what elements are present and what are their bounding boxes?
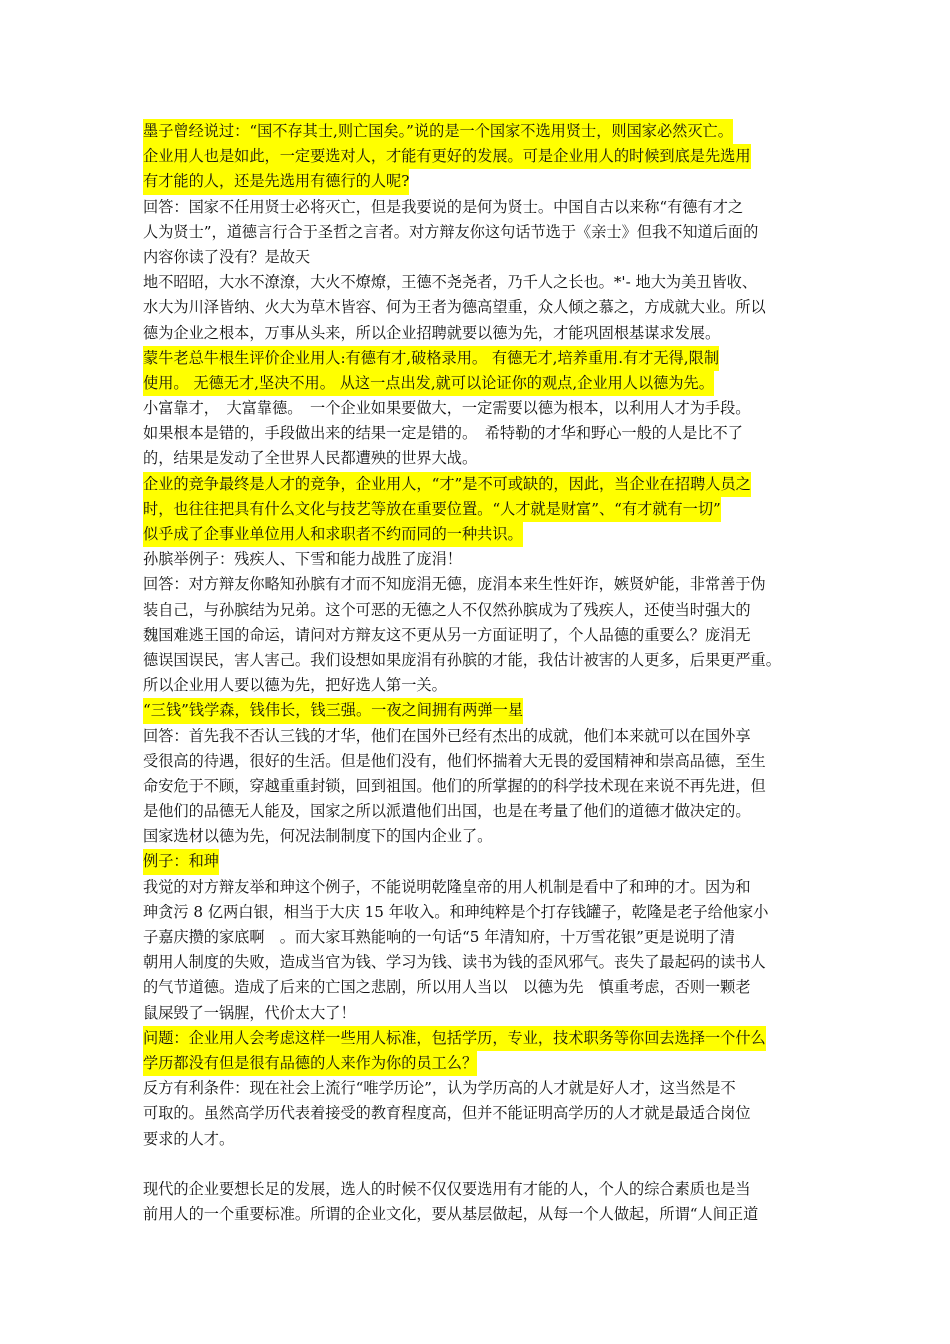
text-line	[143, 270, 811, 295]
text-line	[143, 396, 811, 421]
highlighted-text-line	[143, 522, 811, 547]
line-text: 可取的。虽然高学历代表着接受的教育程度高，但并不能证明高学历的人才就是最适合岗位	[143, 1104, 751, 1123]
line-text: 墨子曾经说过：“国不存其士,则亡国矣。”说的是一个国家不选用贤士，则国家必然灭亡。	[143, 119, 733, 144]
highlighted-text-line	[143, 169, 811, 194]
line-text: 地不昭昭，大水不潦潦，大火不燎燎，王德不尧尧者，乃千人之长也。*'- 地大为美丑皆收、	[143, 273, 758, 292]
line-text: 内容你读了没有？是故天	[143, 247, 311, 266]
text-line	[143, 623, 811, 648]
text-line	[143, 673, 811, 698]
line-text: 德为企业之根本，万事从头来，所以企业招聘就要以德为先，才能巩固根基谋求发展。	[143, 323, 721, 342]
text-line	[143, 421, 811, 446]
line-text: 孙膑举例子：残疾人、下雪和能力战胜了庞涓！	[143, 550, 462, 569]
line-text: 回答：对方辩友你略知孙膑有才而不知庞涓无德，庞涓本来生性奸诈，嫉贤妒能，非常善于伪	[143, 575, 766, 594]
highlighted-text-line	[143, 371, 811, 396]
highlighted-text-line	[143, 119, 811, 144]
line-text: 是他们的品德无人能及，国家之所以派遣他们出国，也是在考量了他们的道德才做决定的。	[143, 802, 751, 821]
text-line	[143, 446, 811, 471]
text-line	[143, 950, 811, 975]
line-text: 受很高的待遇，很好的生活。但是他们没有，他们怀揣着大无畏的爱国精神和崇高品德，至生	[143, 751, 766, 770]
text-line	[143, 1127, 811, 1152]
line-text: 的气节道德。造成了后来的亡国之悲剧，所以用人当以 以德为先 慎重考虑，否则一颗老	[143, 978, 751, 997]
text-line	[143, 1001, 811, 1026]
line-text: 回答：首先我不否认三钱的才华，他们在国外已经有杰出的成就，他们本来就可以在国外享	[143, 726, 751, 745]
highlighted-text-line	[143, 849, 811, 874]
line-text: 子嘉庆攒的家底啊 。而大家耳熟能响的一句话“5 年清知府，十万雪花银”更是说明了清	[143, 928, 735, 946]
line-text: 命安危于不顾，穿越重重封锁，回到祖国。他们的所掌握的的科学技术现在来说不再先进，但	[143, 776, 766, 795]
text-line	[143, 724, 811, 749]
highlighted-text-line	[143, 346, 811, 371]
text-line	[143, 1076, 811, 1101]
line-text: 前用人的一个重要标准。所谓的企业文化，要从基层做起，从每一个人做起，所谓“人间正道	[143, 1205, 759, 1224]
line-text: 小富靠才， 大富靠德。 一个企业如果要做大，一定需要以德为根本，以利用人才为手段。	[143, 399, 751, 418]
line-text: 学历都没有但是很有品德的人来作为你的员工么？	[143, 1051, 477, 1076]
line-text: “三钱”钱学森，钱伟长，钱三强。一夜之间拥有两弹一星	[143, 698, 523, 723]
text-line	[143, 1101, 811, 1126]
line-text: 所以企业用人要以德为先，把好选人第一关。	[143, 676, 447, 695]
text-line	[143, 295, 811, 320]
text-line	[143, 925, 811, 950]
text-line	[143, 598, 811, 623]
text-line	[143, 1202, 811, 1227]
line-text: 珅贪污 8 亿两白银，相当于大庆 15 年收入。和珅纯粹是个打存钱罐子，乾隆是老子给他家小	[143, 902, 769, 921]
line-text: 例子：和珅	[143, 849, 219, 874]
line-text: 企业的竞争最终是人才的竞争，企业用人，“才”是不可或缺的，因此，当企业在招聘人员之	[143, 472, 751, 497]
line-text: 国家选材以德为先，何况法制制度下的国内企业了。	[143, 827, 493, 846]
line-text: 装自己，与孙膑结为兄弟。这个可恶的无德之人不仅然孙膑成为了残疾人，还使当时强大的	[143, 600, 751, 619]
text-line	[143, 648, 811, 673]
line-text: 魏国难逃王国的命运，请问对方辩友这不更从另一方面证明了，个人品德的重要么？庞涓无	[143, 625, 751, 644]
highlighted-text-line	[143, 144, 811, 169]
line-text: 现代的企业要想长足的发展，选人的时候不仅仅要选用有才能的人，个人的综合素质也是当	[143, 1179, 751, 1198]
line-text: 的，结果是发动了全世界人民都遭殃的世界大战。	[143, 449, 478, 468]
line-text: 我觉的对方辩友举和珅这个例子，不能说明乾隆皇帝的用人机制是看中了和珅的才。因为和	[143, 877, 751, 896]
document-body	[143, 119, 811, 1227]
line-text: 回答：国家不任用贤士必将灭亡，但是我要说的是何为贤士。中国自古以来称“有德有才之	[143, 197, 744, 216]
line-text: 如果根本是错的，手段做出来的结果一定是错的。 希特勒的才华和野心一般的人是比不了	[143, 424, 743, 443]
text-line	[143, 547, 811, 572]
line-text: 有才能的人，还是先选用有德行的人呢?	[143, 169, 409, 194]
text-line	[143, 774, 811, 799]
text-line	[143, 824, 811, 849]
line-text: 朝用人制度的失败，造成当官为钱、学习为钱、读书为钱的歪风邪气。丧失了最起码的读书人	[143, 953, 766, 972]
highlighted-text-line	[143, 472, 811, 497]
highlighted-text-line	[143, 1026, 811, 1051]
line-text: 时，也往往把具有什么文化与技艺等放在重要位置。“人才就是财富”、“有才就有一切”	[143, 497, 721, 522]
highlighted-text-line	[143, 1051, 811, 1076]
text-line	[143, 1177, 811, 1202]
text-line	[143, 572, 811, 597]
line-text: 使用。 无德无才,坚决不用。 从这一点出发,就可以论证你的观点,企业用人以德为先。	[143, 371, 714, 396]
highlighted-text-line	[143, 497, 811, 522]
line-text: 人为贤士”，道德言行合于圣哲之言者。对方辩友你这句话节选于《亲士》但我不知道后面的	[143, 222, 759, 241]
text-line	[143, 321, 811, 346]
text-line	[143, 900, 811, 925]
text-line	[143, 875, 811, 900]
line-text: 企业用人也是如此，一定要选对人，才能有更好的发展。可是企业用人的时候到底是先选用	[143, 144, 751, 169]
text-line	[143, 195, 811, 220]
text-line	[143, 245, 811, 270]
line-text: 蒙牛老总牛根生评价企业用人:有德有才,破格录用。 有德无才,培养重用.有才无得,限制	[143, 346, 719, 371]
line-text: 问题：企业用人会考虑这样一些用人标准，包括学历，专业，技术职务等你回去选择一个什么	[143, 1026, 766, 1051]
text-line	[143, 749, 811, 774]
line-text: 鼠屎毁了一锅腥，代价太大了！	[143, 1003, 356, 1022]
text-line	[143, 799, 811, 824]
text-line	[143, 975, 811, 1000]
text-line	[143, 1152, 811, 1177]
line-text: 水大为川泽皆纳、火大为草木皆容、何为王者为德高望重，众人倾之慕之，方成就大业。所以	[143, 298, 766, 317]
line-text: 要求的人才。	[143, 1129, 235, 1148]
line-text: 德误国误民，害人害己。我们设想如果庞涓有孙膑的才能，我估计被害的人更多，后果更严重。	[143, 650, 781, 669]
line-text: 反方有利条件：现在社会上流行“唯学历论”，认为学历高的人才就是好人才，这当然是不	[143, 1079, 736, 1098]
text-line	[143, 220, 811, 245]
highlighted-text-line	[143, 698, 811, 723]
line-text: 似乎成了企事业单位用人和求职者不约而同的一种共识。	[143, 522, 523, 547]
